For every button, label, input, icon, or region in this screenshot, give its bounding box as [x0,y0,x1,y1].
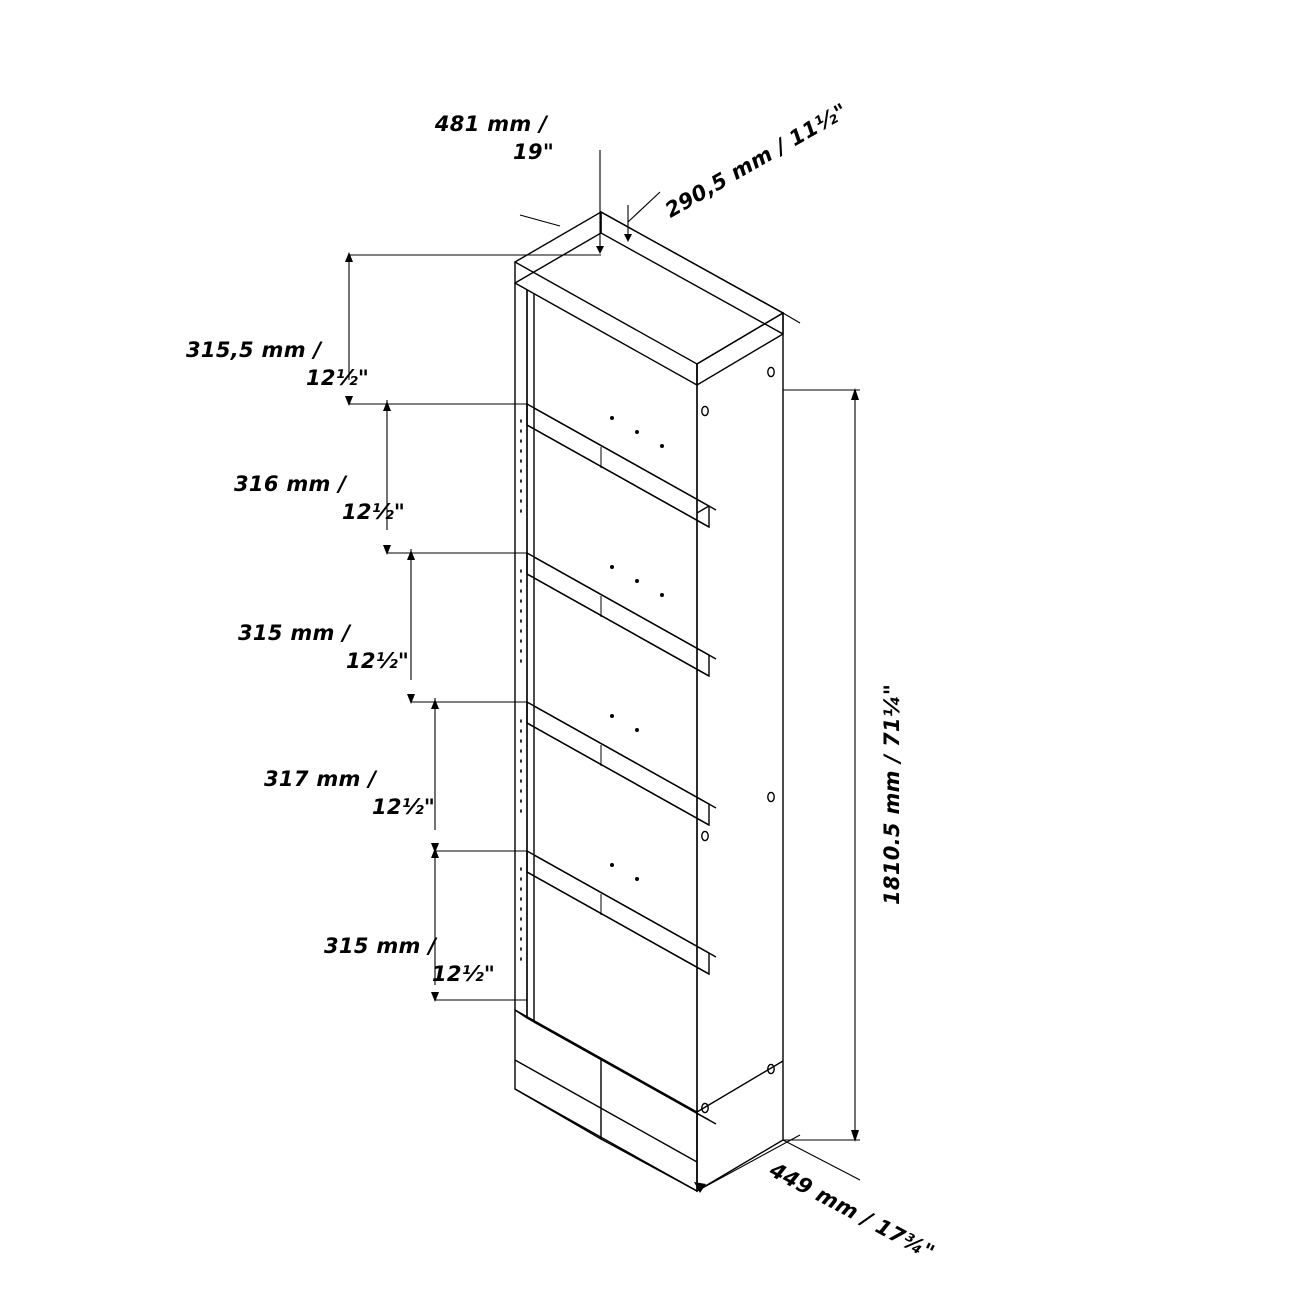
top-panel [515,212,783,385]
front-bottom-rail [527,1018,716,1124]
dimension-label-shelf-4 [264,765,435,822]
leader-290-b [628,192,660,222]
leader-width-top [520,215,560,226]
shelf-hole-marks [610,416,664,881]
shelf-3-line2: 12½" [346,649,410,674]
dimension-label-shelf-2 [234,470,405,527]
dimension-label-total-height [878,684,906,905]
shelf-1-line1: 315,5 mm / [186,338,322,362]
depth-top-line1: 290,5 mm / 11½" [661,98,852,223]
wit-top-right [783,313,800,323]
total-height-line1: 1810.5 mm / 71¼" [880,683,904,905]
shelf-5-line1: 315 mm / [324,934,437,958]
shelf-2-line1: 316 mm / [234,472,347,496]
shelf-5-line2: 12½" [432,962,496,987]
cam-holes-right-panel [702,367,774,1112]
shelf-4 [527,851,716,974]
shelf-1-line2: 12½" [306,366,370,391]
back-panel [527,290,534,1022]
shelf-2 [527,553,716,676]
dimension-label-shelf-5 [324,932,495,989]
dimension-label-depth-bottom [765,1156,961,1265]
shelf-2-line2: 12½" [342,500,406,525]
shelf-4-line1: 317 mm / [264,767,377,791]
dimension-label-shelf-1 [186,336,369,393]
shelf-3-line1: 315 mm / [238,621,351,645]
shelf-3 [527,702,716,825]
dimension-label-width-top [428,110,554,167]
right-side-panel [697,313,783,1191]
width-top-line1: 481 mm / [434,112,548,136]
depth-bottom-line1: 449 mm / 17¾" [765,1157,939,1265]
shelf-1 [527,404,716,527]
shelf-4-line2: 12½" [372,795,436,820]
dimension-label-shelf-3 [238,619,409,676]
width-top-line2: 19" [513,140,555,165]
